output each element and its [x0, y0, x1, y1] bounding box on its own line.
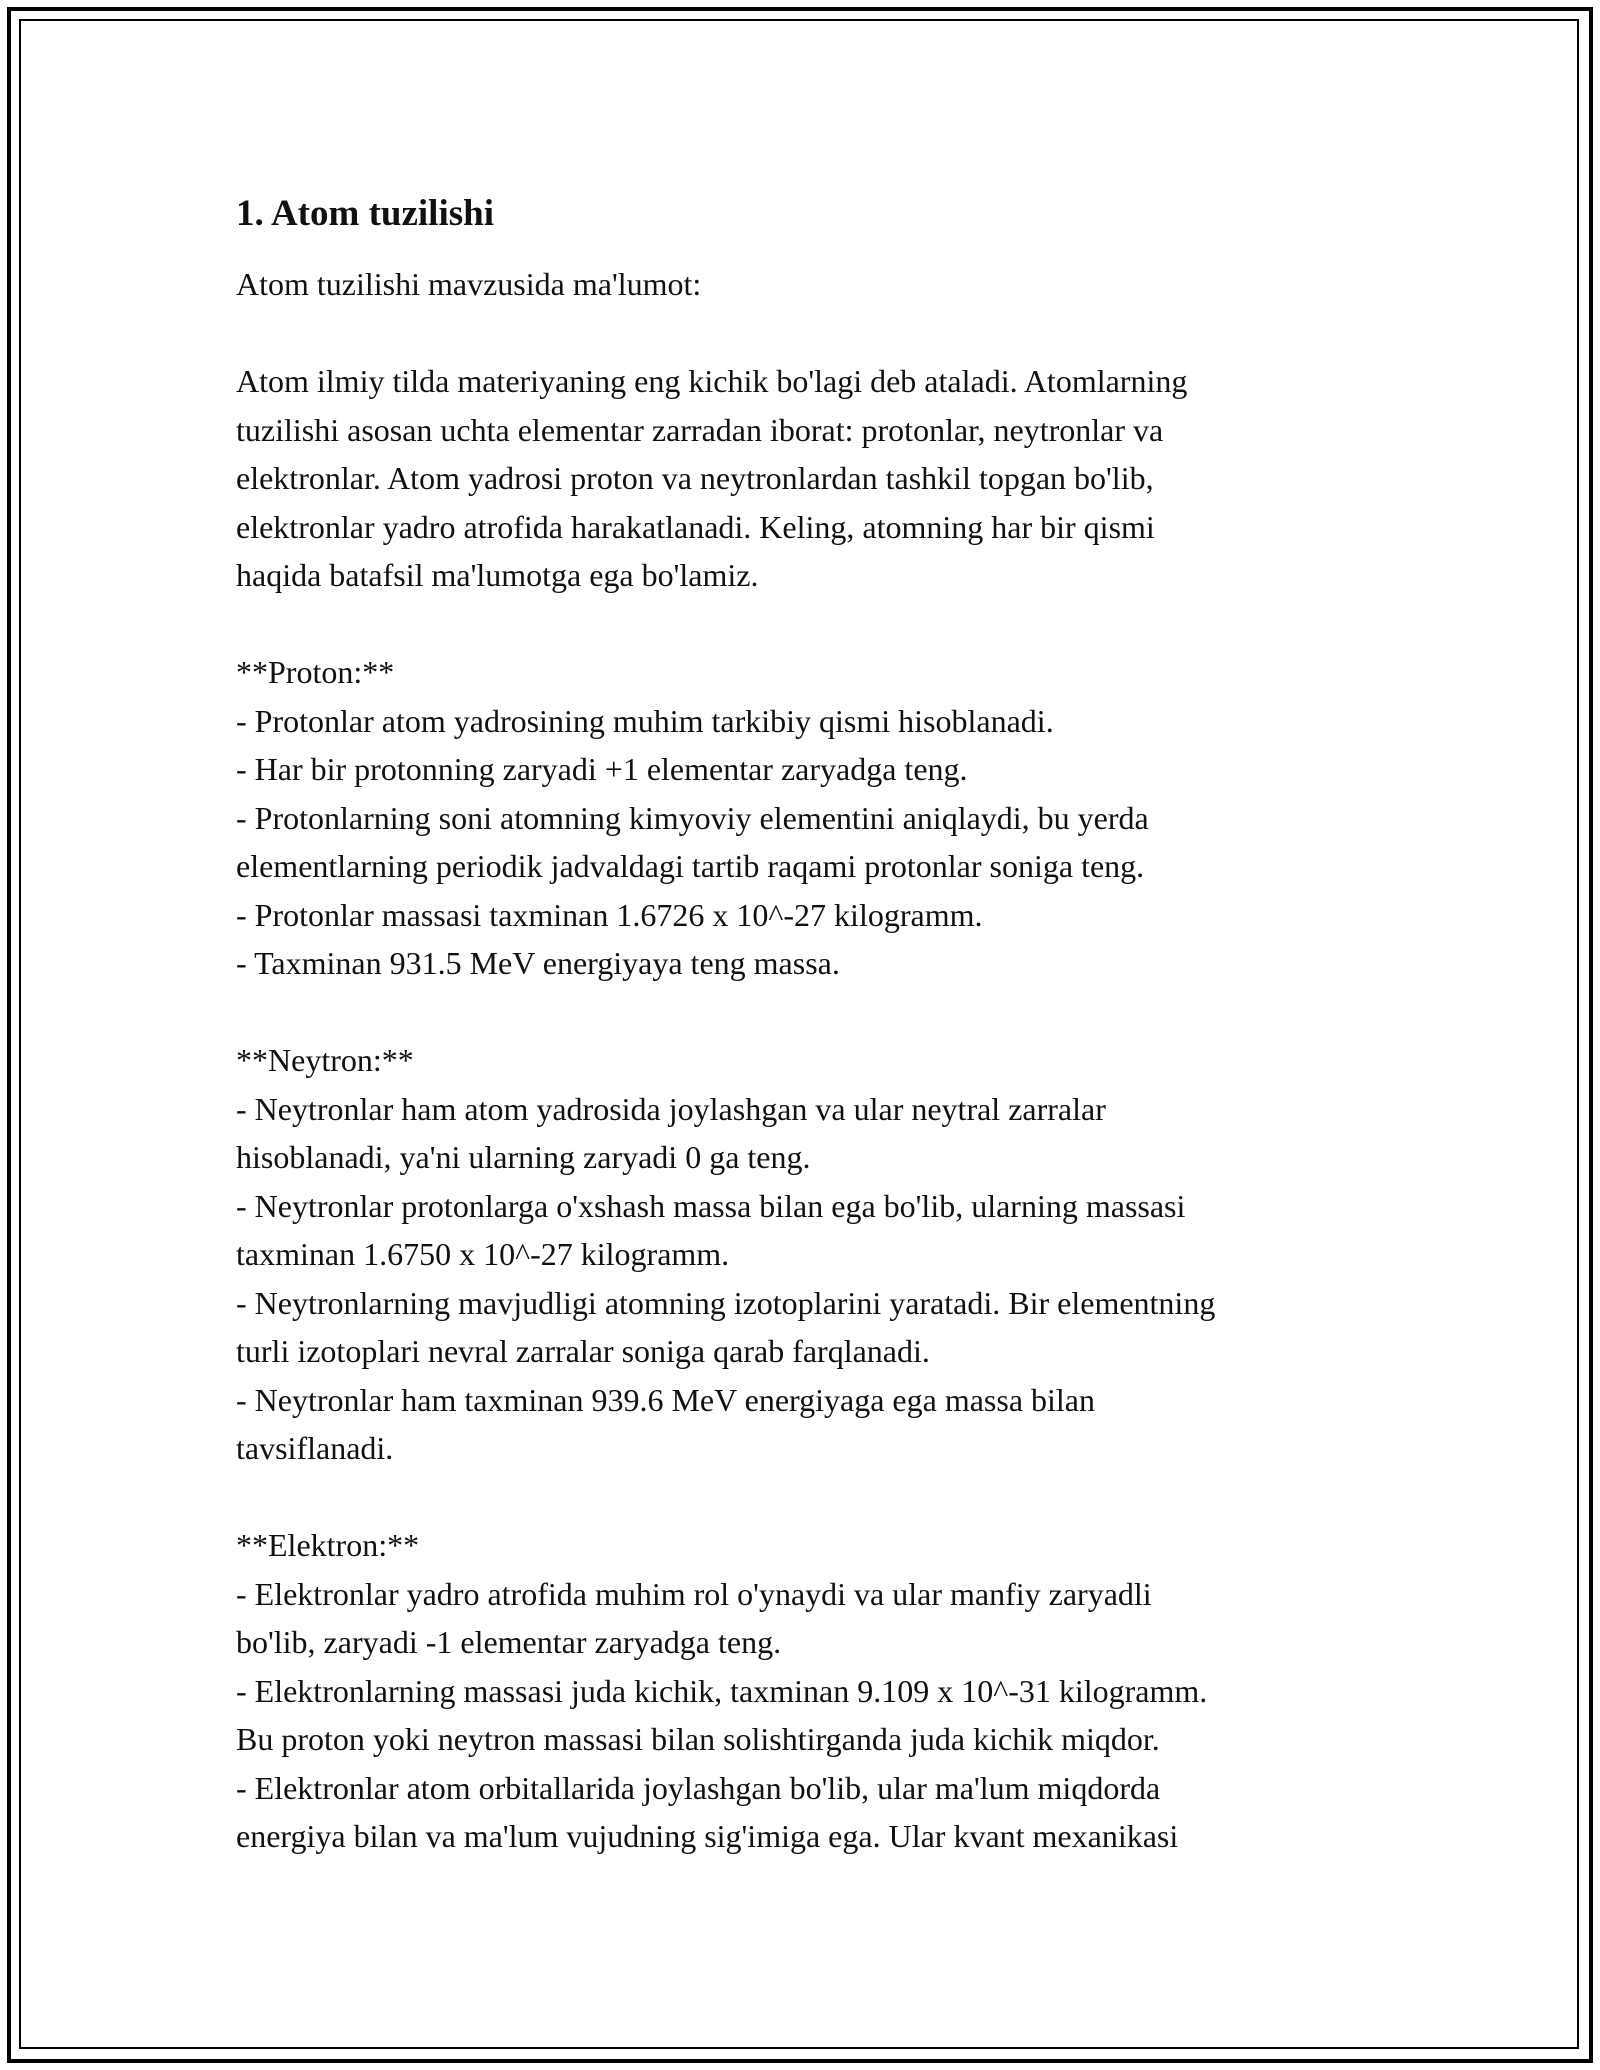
document-title: 1. Atom tuzilishi: [236, 193, 494, 234]
section-elektron: [236, 1521, 1376, 1861]
intro-paragraph: [236, 357, 1376, 600]
section-line: - Elektronlar atom orbitallarida joylashgan bo'lib, ular ma'lum miqdorda: [236, 1769, 1161, 1806]
section-line: energiya bilan va ma'lum vujudning sig'imiga ega. Ular kvant mexanikasi: [236, 1818, 1179, 1854]
paragraph-line: elektronlar yadro atrofida harakatlanadi. Keling, atomning har bir qismi: [236, 508, 1155, 545]
paragraph-line: tuzilishi asosan uchta elementar zarradan iborat: protonlar, neytronlar va: [236, 411, 1164, 448]
section-line: turli izotoplari nevral zarralar soniga qarab farqlanadi.: [236, 1333, 930, 1369]
intro-line: Atom tuzilishi mavzusida ma'lumot:: [236, 266, 702, 302]
section-neytron: [236, 1036, 1376, 1473]
section-heading: **Proton:**: [236, 654, 395, 690]
section-line: - Neytronlar protonlarga o'xshash massa bilan ega bo'lib, ularning massasi: [236, 1187, 1186, 1224]
paragraph-line: haqida batafsil ma'lumotga ega bo'lamiz.: [236, 557, 759, 593]
section-line: - Neytronlar ham taxminan 939.6 MeV energiyaga ega massa bilan: [236, 1381, 1095, 1418]
section-line: hisoblanadi, ya'ni ularning zaryadi 0 ga teng.: [236, 1139, 811, 1175]
section-line: - Neytronlar ham atom yadrosida joylashgan va ular neytral zarralar: [236, 1090, 1106, 1127]
document-body: [236, 188, 1376, 1861]
section-heading: **Elektron:**: [236, 1527, 420, 1563]
section-line: tavsiflanadi.: [236, 1430, 394, 1466]
section-proton: [236, 648, 1376, 988]
section-line: taxminan 1.6750 x 10^-27 kilogramm.: [236, 1236, 730, 1272]
section-line: Bu proton yoki neytron massasi bilan solishtirganda juda kichik miqdor.: [236, 1721, 1160, 1757]
section-line: - Neytronlarning mavjudligi atomning izotoplarini yaratadi. Bir elementning: [236, 1284, 1216, 1321]
section-line: - Elektronlarning massasi juda kichik, taxminan 9.109 x 10^-31 kilogramm.: [236, 1672, 1208, 1709]
section-heading: **Neytron:**: [236, 1042, 414, 1078]
paragraph-line: elektronlar. Atom yadrosi proton va neytronlardan tashkil topgan bo'lib,: [236, 460, 1154, 496]
section-line: - Protonlarning soni atomning kimyoviy elementini aniqlaydi, bu yerda: [236, 799, 1149, 836]
section-line: - Elektronlar yadro atrofida muhim rol o'ynaydi va ular manfiy zaryadli: [236, 1575, 1152, 1612]
section-line: - Har bir protonning zaryadi +1 elementar zaryadga teng.: [236, 751, 968, 787]
section-line: elementlarning periodik jadvaldagi tartib raqami protonlar soniga teng.: [236, 848, 1145, 884]
section-line: - Taxminan 931.5 MeV energiyaya teng massa.: [236, 945, 840, 981]
section-line: bo'lib, zaryadi -1 elementar zaryadga teng.: [236, 1624, 782, 1660]
section-line: - Protonlar atom yadrosining muhim tarkibiy qismi hisoblanadi.: [236, 702, 1054, 739]
paragraph-line: Atom ilmiy tilda materiyaning eng kichik bo'lagi deb ataladi. Atomlarning: [236, 363, 1188, 399]
section-line: - Protonlar massasi taxminan 1.6726 x 10^-27 kilogramm.: [236, 896, 983, 933]
